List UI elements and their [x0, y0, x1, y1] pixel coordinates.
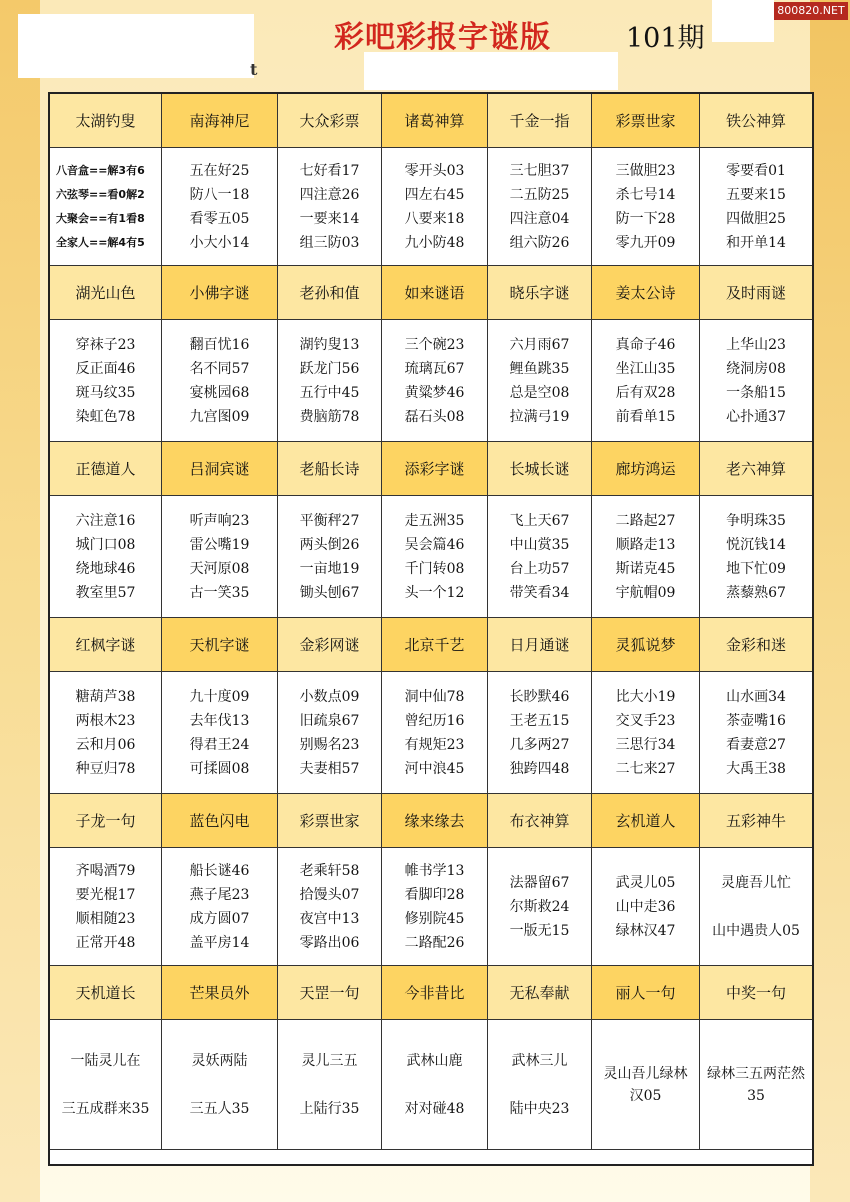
column-header: 小佛字谜 [162, 266, 278, 320]
riddle-line: 六月雨67 [509, 336, 570, 353]
riddle-cell [278, 672, 382, 794]
riddle-line: 和开单14 [726, 234, 786, 251]
riddle-cell [488, 1020, 592, 1150]
riddle-cell [50, 672, 162, 794]
column-header: 老船长诗 [278, 442, 382, 496]
riddle-line: 雷公嘴19 [189, 536, 250, 553]
riddle-line: 走五洲35 [404, 512, 465, 529]
riddle-line: 可揉圆08 [189, 760, 250, 777]
riddle-line: 台上功57 [509, 560, 570, 577]
riddle-line: 平衡秤27 [299, 512, 360, 529]
riddle-line: 琉璃瓦67 [404, 360, 465, 377]
riddle-cell [592, 1020, 700, 1150]
riddle-line: 灵儿三五 [301, 1052, 358, 1069]
riddle-line: 顺相随23 [75, 910, 136, 927]
riddle-line: 长眇默46 [509, 688, 570, 705]
riddle-line: 拾馒头07 [299, 886, 360, 903]
riddle-line: 修别院45 [404, 910, 465, 927]
riddle-line: 三五成群来35 [61, 1100, 150, 1117]
riddle-line: 成方圆07 [189, 910, 250, 927]
column-header: 灵狐说梦 [592, 618, 700, 672]
riddle-line: 组三防03 [299, 234, 360, 251]
column-header: 老孙和值 [278, 266, 382, 320]
riddle-line: 八要来18 [404, 210, 465, 227]
riddle-line: 几多两27 [509, 736, 570, 753]
riddle-line: 拉满弓19 [509, 408, 570, 425]
riddle-line: 齐喝酒79 [75, 862, 136, 879]
riddle-line: 旧疏泉67 [299, 712, 360, 729]
column-header: 大众彩票 [278, 94, 382, 148]
riddle-line: 防一下28 [615, 210, 676, 227]
riddle-line: 吴会篇46 [404, 536, 465, 553]
column-header: 长城长谜 [488, 442, 592, 496]
riddle-cell [50, 848, 162, 966]
riddle-cell [700, 320, 812, 442]
riddle-line: 宇航帽09 [615, 584, 676, 601]
riddle-line: 零九开09 [615, 234, 676, 251]
column-header: 蓝色闪电 [162, 794, 278, 848]
column-header: 廊坊鸿运 [592, 442, 700, 496]
riddle-line: 五在好25 [189, 162, 250, 179]
header-row [50, 266, 812, 320]
riddle-line: 有规矩23 [404, 736, 465, 753]
riddle-line: 悦沉钱14 [726, 536, 786, 553]
column-header: 缘来缘去 [382, 794, 488, 848]
column-header: 今非昔比 [382, 966, 488, 1020]
riddle-line: 武林三儿 [511, 1052, 568, 1069]
riddle-line: 杀七号14 [615, 186, 676, 203]
riddle-line: 城门口08 [75, 536, 136, 553]
header-row [50, 94, 812, 148]
riddle-line: 上华山23 [726, 336, 786, 353]
header-row [50, 794, 812, 848]
riddle-line: 小数点09 [299, 688, 360, 705]
body-row [50, 848, 812, 966]
riddle-line: 心扑通37 [726, 408, 786, 425]
riddle-line: 一条船15 [726, 384, 786, 401]
riddle-cell [162, 148, 278, 266]
riddle-line: 穿袜子23 [75, 336, 136, 353]
riddle-line: 一陆灵儿在 [70, 1052, 141, 1069]
body-row [50, 320, 812, 442]
riddle-line: 别赐名23 [299, 736, 360, 753]
column-header: 丽人一句 [592, 966, 700, 1020]
riddle-line: 名不同57 [189, 360, 250, 377]
riddle-line: 带笑看34 [509, 584, 570, 601]
column-header: 千金一指 [488, 94, 592, 148]
riddle-line: 两头倒26 [299, 536, 360, 553]
riddle-line: 五行中45 [299, 384, 360, 401]
riddle-cell [278, 148, 382, 266]
riddle-line: 山水画34 [726, 688, 786, 705]
riddle-cell [50, 320, 162, 442]
riddle-cell [700, 1020, 812, 1150]
riddle-line: 零要看01 [726, 162, 786, 179]
column-header: 子龙一句 [50, 794, 162, 848]
riddle-line: 防八一18 [189, 186, 250, 203]
riddle-line: 上陆行35 [299, 1100, 360, 1117]
riddle-line: 听声响23 [189, 512, 250, 529]
riddle-cell [700, 848, 812, 966]
riddle-line: 湖钓叟13 [299, 336, 360, 353]
page-title: 彩吧彩报字谜版 [334, 20, 551, 55]
riddle-cell [278, 320, 382, 442]
riddle-line: 四注意26 [299, 186, 360, 203]
riddle-line: 斑马纹35 [75, 384, 136, 401]
riddle-line: 河中浪45 [404, 760, 465, 777]
riddle-cell [278, 496, 382, 618]
column-header: 布衣神算 [488, 794, 592, 848]
riddle-line: 山中遇贵人05 [712, 922, 800, 939]
riddle-line: 真命子46 [615, 336, 676, 353]
riddle-line: 山中走36 [615, 898, 676, 915]
column-header: 天机字谜 [162, 618, 278, 672]
column-header: 姜太公诗 [592, 266, 700, 320]
riddle-line: 绕地球46 [75, 560, 136, 577]
riddle-cell [592, 320, 700, 442]
riddle-line: 二七来27 [615, 760, 676, 777]
riddle-line: 种豆归78 [75, 760, 136, 777]
riddle-line: 九十度09 [189, 688, 250, 705]
riddle-line: 争明珠35 [726, 512, 786, 529]
riddle-line: 大聚会==有1看8 [56, 211, 145, 225]
riddle-line: 六弦琴==看0解2 [56, 187, 145, 201]
riddle-cell [162, 320, 278, 442]
riddle-line: 小大小14 [189, 234, 250, 251]
column-header: 天罡一句 [278, 966, 382, 1020]
riddle-line: 陆中央23 [509, 1100, 570, 1117]
riddle-line: 千门转08 [404, 560, 465, 577]
riddle-line: 四左右45 [404, 186, 465, 203]
riddle-line: 锄头刨67 [299, 584, 360, 601]
riddle-line: 二五防25 [509, 186, 570, 203]
riddle-cell [382, 1020, 488, 1150]
riddle-cell [592, 148, 700, 266]
riddle-line: 糖葫芦38 [75, 688, 136, 705]
column-header: 铁公神算 [700, 94, 812, 148]
body-row [50, 148, 812, 266]
column-header: 中奖一句 [700, 966, 812, 1020]
riddle-line: 灵山吾儿绿林汉05 [603, 1065, 688, 1104]
riddle-line: 要光棍17 [75, 886, 136, 903]
site-watermark: 800820.NET [774, 2, 848, 20]
riddle-line: 对对碰48 [404, 1100, 465, 1117]
riddle-cell [488, 848, 592, 966]
column-header: 吕洞宾谜 [162, 442, 278, 496]
riddle-line: 组六防26 [509, 234, 570, 251]
riddle-line: 云和月06 [75, 736, 136, 753]
riddle-line: 二路起27 [615, 512, 676, 529]
riddle-line: 宴桃园68 [189, 384, 250, 401]
riddle-line: 一亩地19 [299, 560, 360, 577]
riddle-cell [488, 320, 592, 442]
riddle-line: 二路配26 [404, 934, 465, 951]
riddle-cell [592, 496, 700, 618]
riddle-line: 盖平房14 [189, 934, 250, 951]
riddle-line: 看脚印28 [404, 886, 465, 903]
riddle-line: 三七胆37 [509, 162, 570, 179]
stray-character: t [250, 60, 258, 79]
riddle-line: 夜宫中13 [299, 910, 360, 927]
column-header: 及时雨谜 [700, 266, 812, 320]
column-header: 如来谜语 [382, 266, 488, 320]
riddle-cell [700, 672, 812, 794]
column-header: 五彩神牛 [700, 794, 812, 848]
riddle-line: 一版无15 [509, 922, 570, 939]
redaction-box-center [364, 52, 618, 90]
riddle-line: 七好看17 [299, 162, 360, 179]
riddle-line: 反正面46 [75, 360, 136, 377]
riddle-cell [700, 148, 812, 266]
riddle-line: 飞上天67 [509, 512, 570, 529]
riddle-line: 武灵儿05 [615, 874, 676, 891]
riddle-line: 灵鹿吾儿忙 [721, 874, 791, 891]
riddle-line: 武林山鹿 [406, 1052, 463, 1069]
riddle-cell [700, 496, 812, 618]
riddle-cell [592, 848, 700, 966]
riddle-line: 教室里57 [75, 584, 136, 601]
column-header: 湖光山色 [50, 266, 162, 320]
riddle-line: 古一笑35 [189, 584, 250, 601]
riddle-line: 天河原08 [189, 560, 250, 577]
column-header: 正德道人 [50, 442, 162, 496]
redaction-box-top-left [18, 14, 254, 78]
riddle-line: 跃龙门56 [299, 360, 360, 377]
riddle-line: 交叉手23 [615, 712, 676, 729]
riddle-cell [162, 1020, 278, 1150]
riddle-line: 一要来14 [299, 210, 360, 227]
riddle-cell [162, 672, 278, 794]
riddle-line: 绿林汉47 [615, 922, 676, 939]
riddle-cell [50, 1020, 162, 1150]
riddle-line: 绕洞房08 [726, 360, 786, 377]
riddle-line: 三做胆23 [615, 162, 676, 179]
riddle-cell [162, 848, 278, 966]
column-header: 老六神算 [700, 442, 812, 496]
riddle-cell [488, 496, 592, 618]
riddle-line: 六注意16 [75, 512, 136, 529]
column-header: 日月通谜 [488, 618, 592, 672]
riddle-cell [382, 672, 488, 794]
riddle-line: 大禹王38 [726, 760, 786, 777]
riddle-line: 零开头03 [404, 162, 465, 179]
riddle-cell [278, 1020, 382, 1150]
riddle-line: 三五人35 [189, 1100, 250, 1117]
riddle-line: 灵妖两陆 [191, 1052, 248, 1069]
column-header: 彩票世家 [592, 94, 700, 148]
body-row [50, 1020, 812, 1150]
header-row [50, 966, 812, 1020]
riddle-line: 总是空08 [509, 384, 570, 401]
riddle-line: 尔斯救24 [509, 898, 570, 915]
body-row [50, 496, 812, 618]
riddle-line: 翻百忧16 [189, 336, 250, 353]
riddle-line: 全家人==解4有5 [56, 235, 145, 249]
riddle-line: 顺路走13 [615, 536, 676, 553]
riddle-line: 三个碗23 [404, 336, 465, 353]
riddle-line: 燕子尾23 [189, 886, 250, 903]
riddle-cell [162, 496, 278, 618]
riddle-line: 五要来15 [726, 186, 786, 203]
column-header: 金彩和迷 [700, 618, 812, 672]
riddle-cell [382, 320, 488, 442]
riddle-line: 中山赏35 [509, 536, 570, 553]
riddle-line: 老乘轩58 [299, 862, 360, 879]
column-header: 彩票世家 [278, 794, 382, 848]
riddle-line: 费脑筋78 [299, 408, 360, 425]
riddle-cell [592, 672, 700, 794]
column-header: 芒果员外 [162, 966, 278, 1020]
riddle-line: 地下忙09 [726, 560, 786, 577]
riddle-line: 坐江山35 [615, 360, 676, 377]
riddle-cell [382, 496, 488, 618]
riddle-line: 看零五05 [189, 210, 250, 227]
riddle-line: 两根木23 [75, 712, 136, 729]
riddle-cell [50, 148, 162, 266]
header-row [50, 442, 812, 496]
column-header: 金彩网谜 [278, 618, 382, 672]
column-header: 南海神尼 [162, 94, 278, 148]
riddle-line: 后有双28 [615, 384, 676, 401]
riddle-line: 船长谜46 [189, 862, 250, 879]
riddle-line: 前看单15 [615, 408, 676, 425]
column-header: 天机道长 [50, 966, 162, 1020]
column-header: 添彩字谜 [382, 442, 488, 496]
riddle-line: 得君王24 [189, 736, 250, 753]
riddle-line: 法器留67 [509, 874, 570, 891]
column-header: 红枫字谜 [50, 618, 162, 672]
riddle-line: 帷书学13 [404, 862, 465, 879]
riddle-line: 鲤鱼跳35 [509, 360, 570, 377]
riddle-line: 头一个12 [404, 584, 465, 601]
right-page-edge [810, 0, 850, 1202]
riddle-line: 九小防48 [404, 234, 465, 251]
riddle-line: 八音盒==解3有6 [56, 163, 145, 177]
riddle-cell [278, 848, 382, 966]
riddle-line: 九宫图09 [189, 408, 250, 425]
riddle-line: 独跨四48 [509, 760, 570, 777]
redaction-box-top-right [712, 0, 774, 42]
riddle-cell [50, 496, 162, 618]
left-page-edge [0, 0, 40, 1202]
riddle-line: 洞中仙78 [404, 688, 465, 705]
column-header: 北京千艺 [382, 618, 488, 672]
riddle-cell [382, 848, 488, 966]
header-row [50, 618, 812, 672]
riddle-line: 去年伐13 [189, 712, 250, 729]
riddle-line: 比大小19 [615, 688, 676, 705]
riddle-board [48, 92, 814, 1166]
riddle-cell [382, 148, 488, 266]
riddle-cell [488, 148, 592, 266]
riddle-line: 夫妻相57 [299, 760, 360, 777]
riddle-line: 看妻意27 [726, 736, 786, 753]
column-header: 无私奉献 [488, 966, 592, 1020]
column-header: 玄机道人 [592, 794, 700, 848]
riddle-line: 斯诺克45 [615, 560, 676, 577]
issue-number: 101期 [626, 23, 705, 54]
riddle-line: 三思行34 [615, 736, 676, 753]
riddle-line: 染虹色78 [75, 408, 136, 425]
riddle-line: 四做胆25 [726, 210, 786, 227]
riddle-line: 王老五15 [509, 712, 570, 729]
riddle-line: 磊石头08 [404, 408, 465, 425]
riddle-line: 零路出06 [299, 934, 360, 951]
column-header: 晓乐字谜 [488, 266, 592, 320]
riddle-line: 绿林三五两茫然35 [707, 1065, 805, 1104]
riddle-line: 四注意04 [509, 210, 570, 227]
body-row [50, 672, 812, 794]
riddle-line: 茶壶嘴16 [726, 712, 786, 729]
riddle-line: 蒸藜熟67 [726, 584, 786, 601]
column-header: 太湖钓叟 [50, 94, 162, 148]
column-header: 诸葛神算 [382, 94, 488, 148]
riddle-cell [488, 672, 592, 794]
riddle-line: 黄粱梦46 [404, 384, 465, 401]
riddle-line: 曾纪历16 [404, 712, 465, 729]
riddle-line: 正常开48 [75, 934, 136, 951]
